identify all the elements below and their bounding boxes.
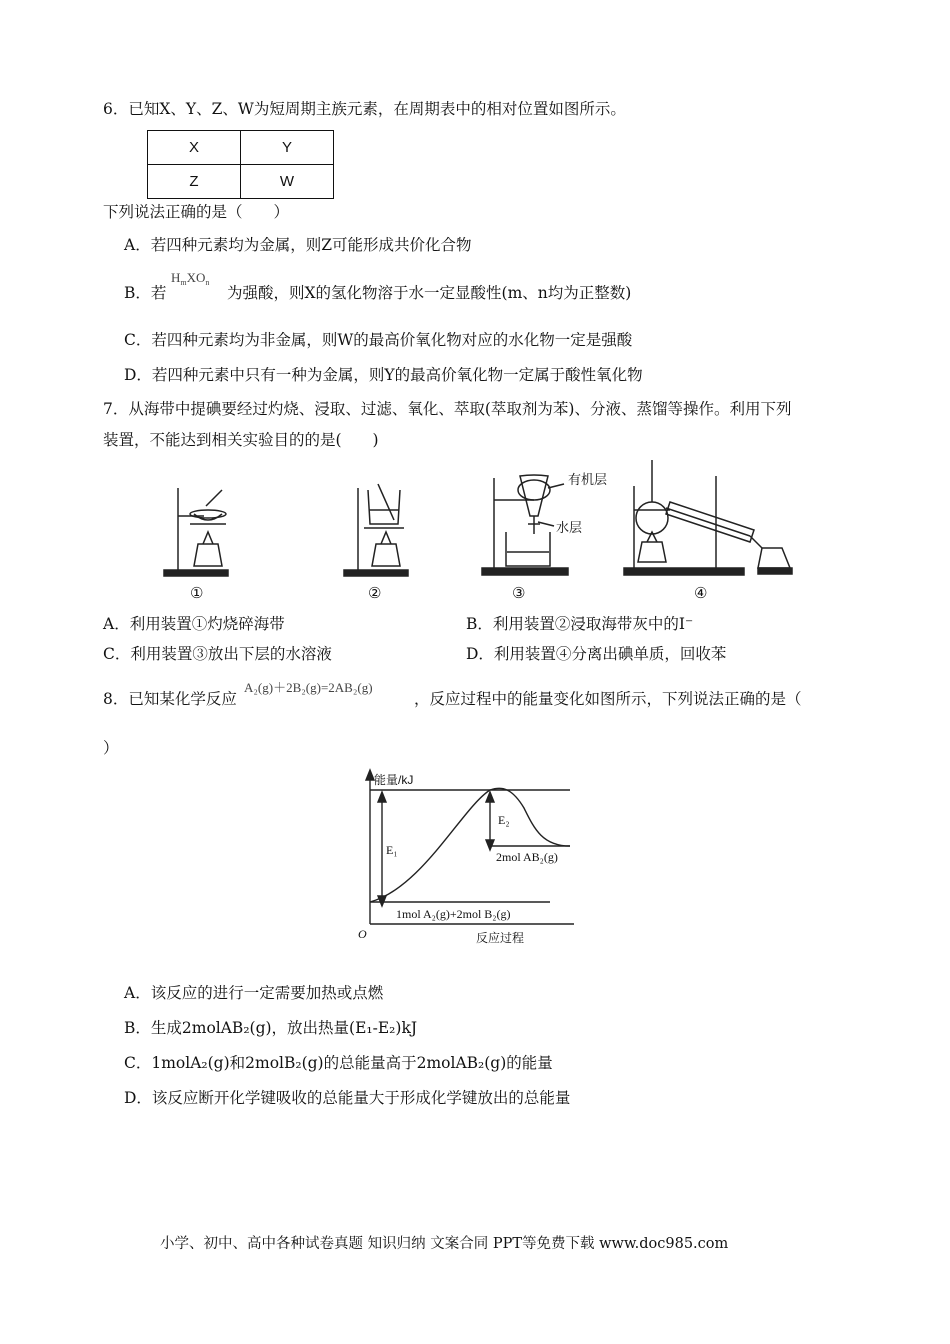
product-label: 2mol AB₂(g)	[496, 850, 558, 864]
reactant-label: 1mol A₂(g)+2mol B₂(g)	[396, 907, 511, 921]
q8-formula: A₂(g)＋2B₂(g)=2AB₂(g)	[244, 680, 373, 695]
q6-formula	[171, 270, 209, 286]
lab-apparatus-figure	[150, 456, 810, 604]
apparatus-1-icon	[164, 488, 228, 576]
q7-option-c: C．利用装置③放出下层的水溶液	[103, 645, 332, 663]
formula-m: m	[180, 278, 187, 287]
apparatus-label-3: ③	[512, 584, 526, 602]
origin-label: O	[358, 927, 367, 941]
cell-y: Y	[241, 131, 334, 165]
cell-w: W	[241, 165, 334, 199]
page-footer: 小学、初中、高中各种试卷真题 知识归纳 文案合同 PPT等免费下载 www.doc985.com	[160, 1236, 729, 1252]
energy-diagram	[352, 768, 592, 952]
water-layer-label: 水层	[556, 520, 583, 535]
q8-option-d: D．该反应断开化学键吸收的总能量大于形成化学键放出的总能量	[124, 1089, 571, 1107]
apparatus-2-icon	[344, 484, 408, 576]
q7-stem-line2: 装置，不能达到相关实验目的的是( )	[103, 431, 379, 449]
q6-option-c: C．若四种元素均为非金属，则W的最高价氧化物对应的水化物一定是强酸	[124, 331, 633, 349]
q7-option-d: D．利用装置④分离出碘单质，回收苯	[466, 645, 727, 663]
y-axis-label: 能量/kJ	[374, 773, 414, 787]
q8-option-c: C．1molA₂(g)和2molB₂(g)的总能量高于2molAB₂(g)的能量	[124, 1054, 553, 1072]
q8-stem-prefix: 8．已知某化学反应	[103, 690, 237, 708]
formula-h: H	[171, 270, 181, 285]
formula-n: n	[205, 278, 210, 287]
apparatus-label-4: ④	[694, 584, 708, 602]
q8-option-a: A．该反应的进行一定需要加热或点燃	[124, 984, 384, 1002]
e2-label: E₂	[498, 813, 510, 827]
periodic-table-fragment	[147, 130, 334, 199]
apparatus-4-icon	[624, 460, 792, 575]
q8-stem-end: ）	[103, 739, 119, 757]
y-axis-arrow	[366, 770, 374, 780]
q7-option-b: B．利用装置②浸取海带灰中的I⁻	[466, 615, 694, 633]
q6-option-b-suffix: 为强酸，则X的氢化物溶于水一定显酸性(m、n均为正整数)	[227, 284, 632, 302]
q8-stem-suffix: ，反应过程中的能量变化如图所示，下列说法正确的是（	[414, 690, 802, 708]
q6-option-a: A．若四种元素均为金属，则Z可能形成共价化合物	[124, 236, 472, 254]
apparatus-label-2: ②	[368, 584, 382, 602]
cell-z: Z	[148, 165, 241, 199]
energy-curve	[370, 788, 570, 902]
q6-stem: 6．已知X、Y、Z、W为短周期主族元素，在周期表中的相对位置如图所示。	[103, 100, 626, 118]
organic-layer-label: 有机层	[568, 472, 608, 487]
formula-xo: XO	[186, 270, 206, 285]
cell-x: X	[148, 131, 241, 165]
x-axis-label: 反应过程	[476, 931, 525, 945]
e1-label: E₁	[386, 843, 398, 857]
q8-option-b: B．生成2molAB₂(g)，放出热量(E₁-E₂)kJ	[124, 1019, 418, 1037]
q6-option-b-prefix: B．若	[124, 284, 167, 302]
q7-stem-line1: 7．从海带中提碘要经过灼烧、浸取、过滤、氧化、萃取(萃取剂为苯)、分液、蒸馏等操作。利用下列	[103, 400, 792, 418]
q6-option-d: D．若四种元素中只有一种为金属，则Y的最高价氧化物一定属于酸性氧化物	[124, 366, 643, 384]
q7-option-a: A．利用装置①灼烧碎海带	[103, 615, 285, 633]
apparatus-label-1: ①	[190, 584, 204, 602]
q6-ask: 下列说法正确的是（ ）	[103, 203, 290, 221]
